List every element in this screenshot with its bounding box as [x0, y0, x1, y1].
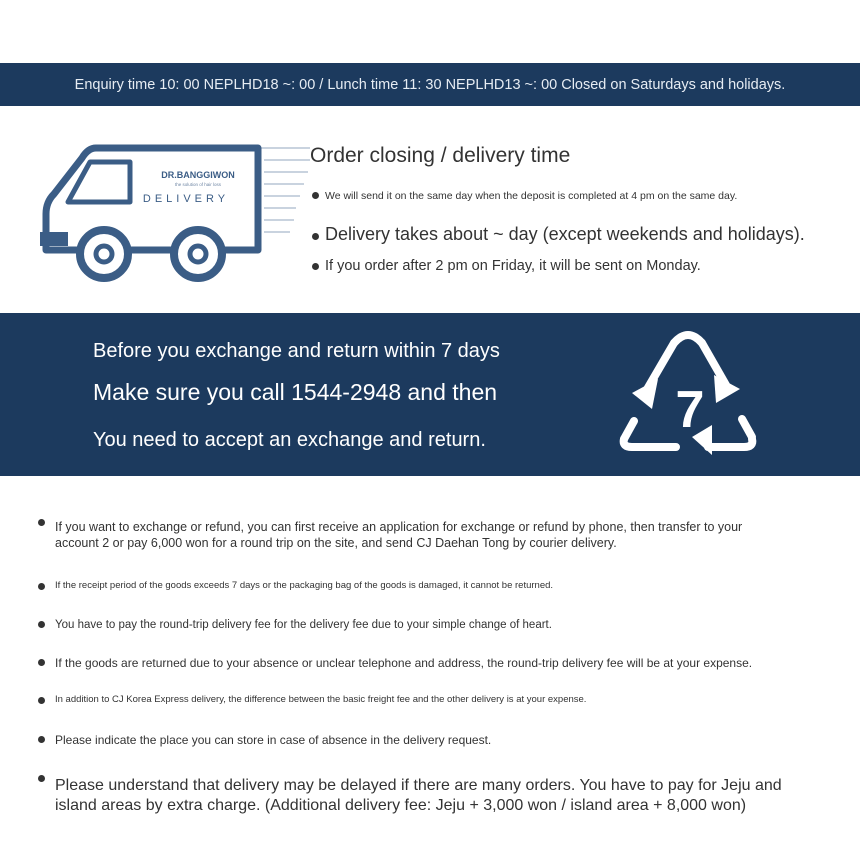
delivery-bullet-text: If you order after 2 pm on Friday, it will be sent on Monday. — [325, 258, 701, 274]
bullet-icon — [38, 775, 45, 782]
bullet-icon — [38, 736, 45, 743]
policy-text: Please indicate the place you can store in case of absence in the delivery request. — [55, 733, 492, 747]
policy-text: If the goods are returned due to your absence or unclear telephone and address, the round-trip delivery fee will be at your expense. — [55, 656, 753, 670]
days-badge: 7 — [675, 381, 705, 439]
policy-item — [38, 656, 828, 671]
delivery-truck-icon — [38, 140, 318, 290]
policy-item — [38, 694, 828, 706]
policy-item — [38, 618, 828, 632]
bullet-icon — [38, 659, 45, 666]
delivery-bullet-text: We will send it on the same day when the deposit is completed at 4 pm on the same day. — [325, 190, 738, 202]
policy-text: If you want to exchange or refund, you can first receive an application for exchange or refund by phone, then transfer to your account 2 or pay 6,000 won for a round trip on the site, and send CJ Daehan Tong by courier delivery. — [55, 520, 743, 550]
hours-banner — [0, 63, 860, 106]
bullet-icon — [312, 233, 319, 240]
truck-brand: DR.BANGGIWON — [161, 170, 235, 180]
delivery-bullet — [312, 258, 701, 274]
policy-text: You have to pay the round-trip delivery fee for the delivery fee due to your simple change of heart. — [55, 619, 552, 631]
bullet-icon — [38, 621, 45, 628]
policy-text: Please understand that delivery may be delayed if there are many orders. You have to pay for Jeju and island areas by extra charge. (Additional delivery fee: Jeju + 3,000 won / island area + 8,000 won) — [55, 777, 782, 814]
delivery-title: Order closing / delivery time — [310, 144, 571, 167]
bullet-icon — [38, 583, 45, 590]
notice-line-3: You need to accept an exchange and return. — [93, 429, 486, 451]
policy-text: If the receipt period of the goods exceeds 7 days or the packaging bag of the goods is damaged, it cannot be returned. — [55, 580, 554, 591]
policy-item — [38, 772, 828, 816]
bullet-icon — [38, 519, 45, 526]
policy-item — [38, 516, 828, 551]
notice-line-1: Before you exchange and return within 7 days — [93, 340, 500, 362]
truck-tagline: the solution of hair loss — [174, 182, 222, 187]
exchange-notice-banner — [0, 313, 860, 476]
bullet-icon — [312, 263, 319, 270]
policy-text: In addition to CJ Korea Express delivery, the difference between the basic freight fee and the other delivery is at your expense. — [55, 694, 587, 705]
policy-item — [38, 580, 828, 592]
delivery-bullet — [312, 224, 805, 245]
notice-line-2: Make sure you call 1544-2948 and then — [93, 379, 498, 405]
policy-item — [38, 733, 828, 748]
truck-label: DELIVERY — [142, 193, 230, 205]
seven-day-recycle-icon — [618, 329, 758, 459]
delivery-bullet-text: Delivery takes about ~ day (except weekends and holidays). — [325, 224, 805, 244]
hours-text: Enquiry time 10: 00 NEPLHD18 ~: 00 / Lunch time 11: 30 NEPLHD13 ~: 00 Closed on Saturdays and holidays. — [74, 76, 786, 93]
delivery-bullet — [312, 190, 737, 202]
bullet-icon — [38, 697, 45, 704]
bullet-icon — [312, 192, 319, 199]
